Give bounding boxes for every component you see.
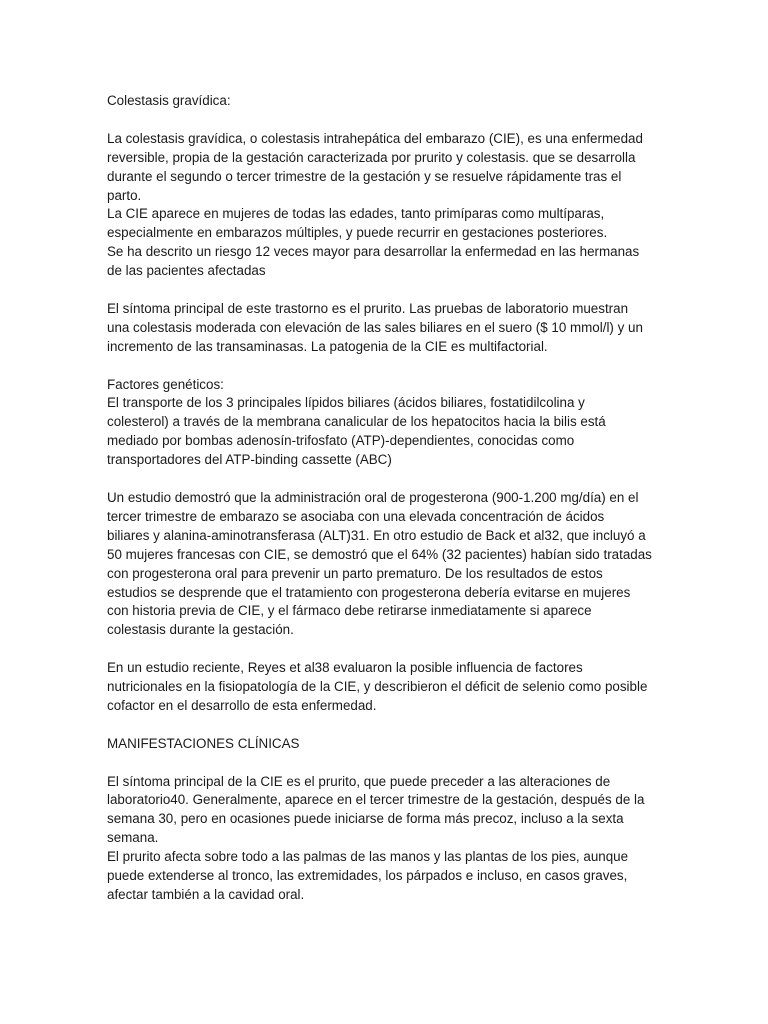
text-line: cofactor en el desarrollo de esta enfermedad.: [107, 697, 377, 713]
text-line: incremento de las transaminasas. La patogenia de la CIE es multifactorial.: [107, 338, 548, 354]
text-line: una colestasis moderada con elevación de las sales biliares en el suero ($ 10 mmol/l) y un: [107, 319, 643, 335]
text-line: colesterol) a través de la membrana canalicular de los hepatocitos hacia la bilis está: [107, 414, 606, 430]
text-line: puede extenderse al tronco, las extremidades, los párpados e incluso, en casos graves,: [107, 868, 628, 884]
text-line: afectar también a la cavidad oral.: [107, 886, 305, 902]
text-line: laboratorio40. Generalmente, aparece en el tercer trimestre de la gestación, después de la: [107, 792, 645, 808]
paragraph: [107, 92, 667, 111]
text-line: biliares y alanina-aminotransferasa (ALT)31. En otro estudio de Back et al32, que incluyó a: [107, 527, 646, 543]
paragraph: [107, 376, 667, 471]
text-line: nutricionales en la fisiopatología de la CIE, y describieron el déficit de selenio como posible: [107, 679, 648, 695]
text-line: semana.: [107, 830, 159, 846]
paragraph: [107, 130, 667, 281]
text-line: Un estudio demostró que la administración oral de progesterona (900-1.200 mg/día) en el: [107, 489, 639, 505]
paragraph: [107, 300, 667, 357]
text-line: La CIE aparece en mujeres de todas las edades, tanto primíparas como multíparas,: [107, 206, 605, 222]
text-line: El prurito afecta sobre todo a las palmas de las manos y las plantas de los pies, aunque: [107, 849, 629, 865]
text-line: La colestasis gravídica, o colestasis intrahepática del embarazo (CIE), es una enfermedad: [107, 130, 643, 146]
text-line: El síntoma principal de la CIE es el prurito, que puede preceder a las alteraciones de: [107, 773, 611, 789]
text-line: colestasis durante la gestación.: [107, 622, 294, 638]
text-line: MANIFESTACIONES CLÍNICAS: [107, 735, 300, 751]
text-line: Colestasis gravídica:: [107, 93, 231, 108]
paragraph: [107, 489, 667, 640]
text-line: El transporte de los 3 principales lípidos biliares (ácidos biliares, fostatidilcolina y: [107, 395, 585, 411]
text-line: con progesterona oral para prevenir un parto prematuro. De los resultados de estos: [107, 565, 603, 581]
paragraph: [107, 659, 667, 716]
text-line: transportadores del ATP-binding cassette (ABC): [107, 452, 392, 468]
text-line: semana 30, pero en ocasiones puede iniciarse de forma más precoz, incluso a la sexta: [107, 811, 624, 827]
text-line: 50 mujeres francesas con CIE, se demostró que el 64% (32 pacientes) habían sido tratadas: [107, 546, 652, 562]
paragraph: [107, 735, 667, 754]
text-line: estudios se desprende que el tratamiento con progesterona debería evitarse en mujeres: [107, 584, 631, 600]
text-line: durante el segundo o tercer trimestre de la gestación y se resuelve rápidamente tras el: [107, 168, 622, 184]
text-line: En un estudio reciente, Reyes et al38 evaluaron la posible influencia de factores: [107, 660, 583, 676]
paragraph: [107, 773, 667, 905]
text-line: especialmente en embarazos múltiples, y puede recurrir en gestaciones posteriores.: [107, 225, 608, 241]
text-line: reversible, propia de la gestación caracterizada por prurito y colestasis. que se desarrolla: [107, 149, 636, 165]
document-body: [107, 92, 667, 924]
text-line: de las pacientes afectadas: [107, 263, 266, 279]
text-line: mediado por bombas adenosín-trifosfato (ATP)-dependientes, conocidas como: [107, 433, 575, 449]
text-line: Se ha descrito un riesgo 12 veces mayor para desarrollar la enfermedad en las hermanas: [107, 244, 640, 260]
text-line: parto.: [107, 187, 142, 203]
text-line: Factores genéticos:: [107, 376, 224, 392]
text-line: tercer trimestre de embarazo se asociaba con una elevada concentración de ácidos: [107, 508, 605, 524]
text-line: con historia previa de CIE, y el fármaco debe retirarse inmediatamente si aparece: [107, 603, 592, 619]
text-line: El síntoma principal de este trastorno es el prurito. Las pruebas de laboratorio muestran: [107, 300, 629, 316]
